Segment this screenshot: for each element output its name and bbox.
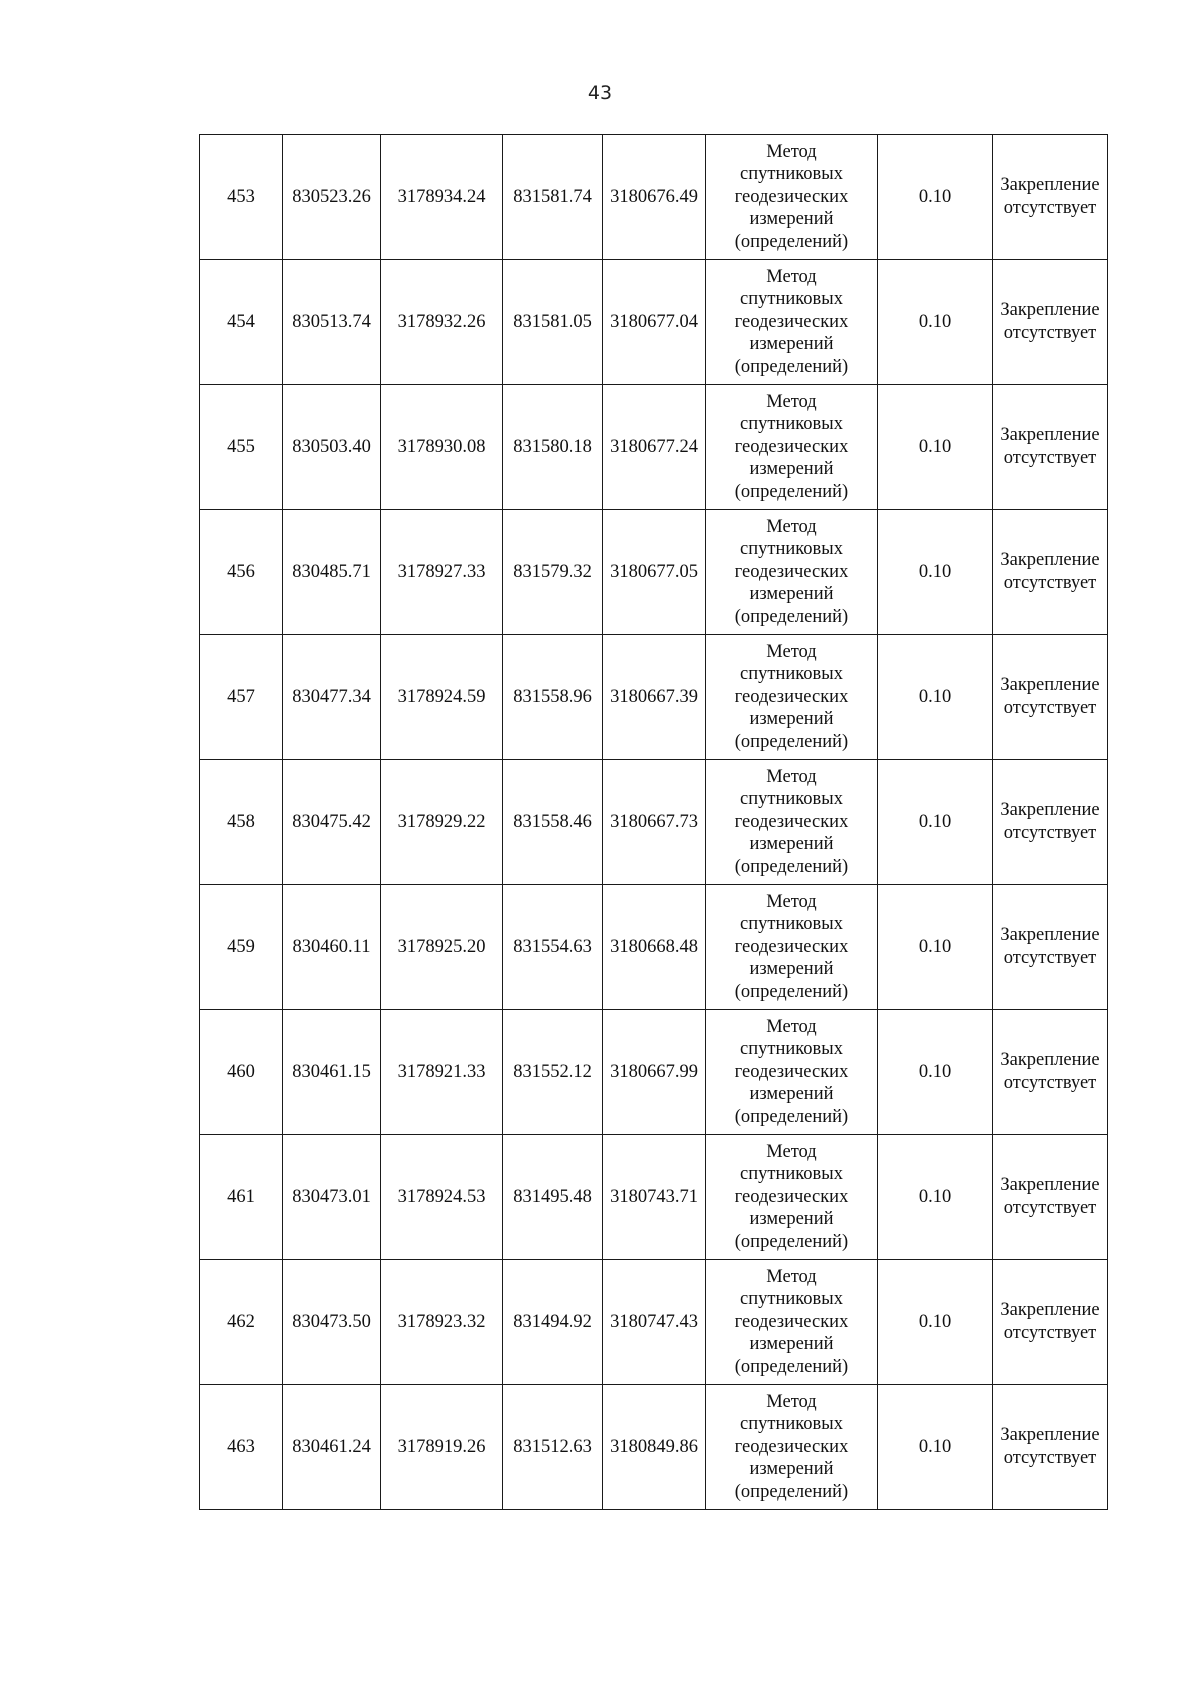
fixing-text-line: Закрепление [1000,800,1100,821]
method-text-line: (определений) [734,731,849,752]
accuracy-cell: 0.10 [878,135,993,260]
y-coordinate-cell: 3178924.53 [381,1135,503,1260]
method-text-line: измерений [749,334,834,355]
method-text-line: измерений [749,1084,834,1105]
table-row [200,885,1108,1010]
fixing-text-line: отсутствует [1003,823,1097,843]
method-text-line: (определений) [734,481,849,502]
method-text-line: геодезических [734,311,849,332]
method-cell [706,760,878,885]
method-text-line: измерений [749,959,834,980]
x-coordinate-cell: 830460.11 [283,885,381,1010]
method-text-line: Метод [766,266,817,287]
fixing-text-line: отсутствует [1003,948,1097,968]
fixing-cell [993,135,1108,260]
method-text-line: спутниковых [740,1164,843,1185]
table-row [200,1010,1108,1135]
y-coordinate-2-cell: 3180677.04 [603,260,706,385]
table-row [200,635,1108,760]
table-row [200,260,1108,385]
fixing-text-line: Закрепление [1000,175,1100,196]
fixing-cell [993,1010,1108,1135]
method-text-line: геодезических [734,1311,849,1332]
table-row [200,760,1108,885]
fixing-text-line: Закрепление [1000,1300,1100,1321]
x-coordinate-2-cell: 831552.12 [503,1010,603,1135]
method-text-line: измерений [749,584,834,605]
x-coordinate-2-cell: 831495.48 [503,1135,603,1260]
method-cell [706,1010,878,1135]
accuracy-cell: 0.10 [878,385,993,510]
fixing-text-line: Закрепление [1000,675,1100,696]
point-number-cell: 462 [200,1260,283,1385]
y-coordinate-2-cell: 3180849.86 [603,1385,706,1510]
fixing-text-line: Закрепление [1000,925,1100,946]
method-cell [706,385,878,510]
method-text-line: спутниковых [740,1039,843,1060]
x-coordinate-2-cell: 831558.96 [503,635,603,760]
accuracy-cell: 0.10 [878,260,993,385]
y-coordinate-cell: 3178934.24 [381,135,503,260]
method-cell [706,510,878,635]
method-text-line: спутниковых [740,914,843,935]
method-text-line: Метод [766,1141,817,1162]
accuracy-cell: 0.10 [878,1385,993,1510]
method-text-line: измерений [749,1334,834,1355]
method-text-line: (определений) [734,1231,849,1252]
fixing-text-line: отсутствует [1003,1448,1097,1468]
x-coordinate-cell: 830473.01 [283,1135,381,1260]
y-coordinate-cell: 3178929.22 [381,760,503,885]
method-cell [706,135,878,260]
y-coordinate-2-cell: 3180676.49 [603,135,706,260]
method-text-line: (определений) [734,1106,849,1127]
point-number-cell: 456 [200,510,283,635]
method-text-line: Метод [766,891,817,912]
y-coordinate-cell: 3178927.33 [381,510,503,635]
accuracy-cell: 0.10 [878,760,993,885]
accuracy-cell: 0.10 [878,885,993,1010]
fixing-cell [993,1260,1108,1385]
method-text-line: спутниковых [740,789,843,810]
fixing-text-line: отсутствует [1003,448,1097,468]
point-number-cell: 463 [200,1385,283,1510]
x-coordinate-cell: 830475.42 [283,760,381,885]
method-text-line: измерений [749,1459,834,1480]
table-row [200,1135,1108,1260]
accuracy-cell: 0.10 [878,1010,993,1135]
table-body [200,135,1108,1510]
fixing-cell [993,885,1108,1010]
x-coordinate-cell: 830503.40 [283,385,381,510]
method-text-line: Метод [766,641,817,662]
method-text-line: геодезических [734,936,849,957]
fixing-text-line: Закрепление [1000,425,1100,446]
fixing-cell [993,1385,1108,1510]
accuracy-cell: 0.10 [878,1135,993,1260]
method-text-line: спутниковых [740,1414,843,1435]
method-text-line: геодезических [734,186,849,207]
y-coordinate-2-cell: 3180667.39 [603,635,706,760]
coordinates-table [199,134,1108,1510]
fixing-cell [993,635,1108,760]
accuracy-cell: 0.10 [878,635,993,760]
method-text-line: геодезических [734,1436,849,1457]
fixing-text-line: Закрепление [1000,550,1100,571]
method-text-line: Метод [766,391,817,412]
y-coordinate-2-cell: 3180743.71 [603,1135,706,1260]
fixing-text-line: отсутствует [1003,198,1097,218]
method-text-line: спутниковых [740,539,843,560]
method-text-line: спутниковых [740,664,843,685]
table-row [200,1385,1108,1510]
fixing-text-line: Закрепление [1000,1425,1100,1446]
method-text-line: (определений) [734,606,849,627]
accuracy-cell: 0.10 [878,510,993,635]
y-coordinate-2-cell: 3180667.99 [603,1010,706,1135]
x-coordinate-cell: 830523.26 [283,135,381,260]
method-text-line: (определений) [734,1481,849,1502]
method-text-line: спутниковых [740,164,843,185]
method-text-line: Метод [766,1016,817,1037]
y-coordinate-cell: 3178921.33 [381,1010,503,1135]
method-text-line: (определений) [734,231,849,252]
point-number-cell: 454 [200,260,283,385]
table-row [200,510,1108,635]
x-coordinate-2-cell: 831581.05 [503,260,603,385]
method-text-line: измерений [749,1209,834,1230]
fixing-text-line: Закрепление [1000,300,1100,321]
x-coordinate-cell: 830461.15 [283,1010,381,1135]
method-text-line: (определений) [734,1356,849,1377]
x-coordinate-2-cell: 831494.92 [503,1260,603,1385]
method-text-line: геодезических [734,1061,849,1082]
point-number-cell: 459 [200,885,283,1010]
point-number-cell: 458 [200,760,283,885]
page-number: 43 [587,82,613,104]
method-text-line: спутниковых [740,289,843,310]
method-cell [706,1385,878,1510]
fixing-text-line: отсутствует [1003,323,1097,343]
y-coordinate-cell: 3178923.32 [381,1260,503,1385]
y-coordinate-2-cell: 3180667.73 [603,760,706,885]
fixing-text-line: отсутствует [1003,698,1097,718]
method-text-line: (определений) [734,856,849,877]
fixing-text-line: отсутствует [1003,1198,1097,1218]
x-coordinate-cell: 830513.74 [283,260,381,385]
method-text-line: геодезических [734,561,849,582]
y-coordinate-cell: 3178919.26 [381,1385,503,1510]
table-row [200,385,1108,510]
point-number-cell: 461 [200,1135,283,1260]
method-text-line: геодезических [734,811,849,832]
x-coordinate-cell: 830461.24 [283,1385,381,1510]
method-cell [706,885,878,1010]
accuracy-cell: 0.10 [878,1260,993,1385]
fixing-text-line: Закрепление [1000,1050,1100,1071]
fixing-cell [993,1135,1108,1260]
method-text-line: измерений [749,459,834,480]
method-text-line: геодезических [734,686,849,707]
fixing-text-line: отсутствует [1003,1323,1097,1343]
method-text-line: Метод [766,516,817,537]
x-coordinate-2-cell: 831554.63 [503,885,603,1010]
method-text-line: измерений [749,209,834,230]
method-cell [706,1260,878,1385]
y-coordinate-2-cell: 3180668.48 [603,885,706,1010]
x-coordinate-cell: 830485.71 [283,510,381,635]
y-coordinate-2-cell: 3180677.05 [603,510,706,635]
x-coordinate-2-cell: 831512.63 [503,1385,603,1510]
method-cell [706,260,878,385]
x-coordinate-2-cell: 831558.46 [503,760,603,885]
method-text-line: Метод [766,1391,817,1412]
method-text-line: (определений) [734,356,849,377]
x-coordinate-cell: 830477.34 [283,635,381,760]
method-text-line: (определений) [734,981,849,1002]
fixing-cell [993,385,1108,510]
y-coordinate-cell: 3178925.20 [381,885,503,1010]
x-coordinate-2-cell: 831581.74 [503,135,603,260]
point-number-cell: 455 [200,385,283,510]
table-row [200,135,1108,260]
method-text-line: Метод [766,1266,817,1287]
fixing-text-line: отсутствует [1003,573,1097,593]
method-text-line: спутниковых [740,1289,843,1310]
method-text-line: Метод [766,141,817,162]
y-coordinate-2-cell: 3180747.43 [603,1260,706,1385]
method-text-line: Метод [766,766,817,787]
y-coordinate-2-cell: 3180677.24 [603,385,706,510]
fixing-cell [993,260,1108,385]
y-coordinate-cell: 3178932.26 [381,260,503,385]
method-text-line: измерений [749,709,834,730]
method-cell [706,1135,878,1260]
x-coordinate-2-cell: 831580.18 [503,385,603,510]
method-text-line: геодезических [734,1186,849,1207]
table-row [200,1260,1108,1385]
fixing-cell [993,510,1108,635]
point-number-cell: 460 [200,1010,283,1135]
fixing-text-line: Закрепление [1000,1175,1100,1196]
fixing-cell [993,760,1108,885]
method-text-line: спутниковых [740,414,843,435]
point-number-cell: 457 [200,635,283,760]
method-text-line: измерений [749,834,834,855]
y-coordinate-cell: 3178930.08 [381,385,503,510]
fixing-text-line: отсутствует [1003,1073,1097,1093]
y-coordinate-cell: 3178924.59 [381,635,503,760]
method-cell [706,635,878,760]
x-coordinate-cell: 830473.50 [283,1260,381,1385]
x-coordinate-2-cell: 831579.32 [503,510,603,635]
point-number-cell: 453 [200,135,283,260]
method-text-line: геодезических [734,436,849,457]
